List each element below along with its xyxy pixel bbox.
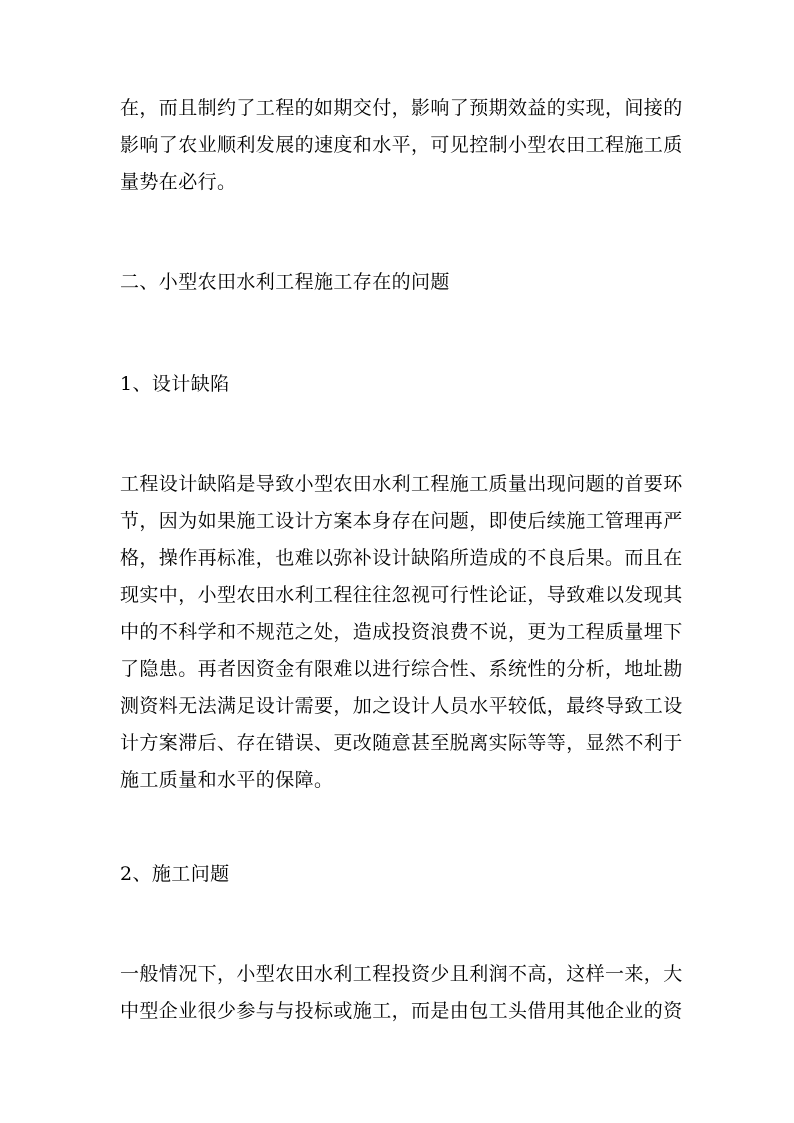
paragraph-line: 中型企业很少参与与投标或施工，而是由包工头借用其他企业的资	[120, 1000, 683, 1022]
paragraph-line: 一般情况下，小型农田水利工程投资少且利润不高，这样一来，大	[120, 963, 683, 985]
paragraph-line: 中的不科学和不规范之处，造成投资浪费不说，更为工程质量埋下	[120, 621, 683, 643]
paragraph-line: 节，因为如果施工设计方案本身存在问题，即使后续施工管理再严	[120, 510, 683, 532]
paragraph-line: 在，而且制约了工程的如期交付，影响了预期效益的实现，间接的	[120, 97, 683, 119]
paragraph-line: 了隐患。再者因资金有限难以进行综合性、系统性的分析，地址勘	[120, 658, 683, 680]
paragraph-line: 现实中，小型农田水利工程往往忽视可行性论证，导致难以发现其	[120, 584, 683, 606]
paragraph-line: 施工质量和水平的保障。	[120, 769, 334, 791]
paragraph-construction-issues	[120, 956, 683, 1030]
subsection-heading-design-defects: 1、设计缺陷	[120, 373, 230, 395]
section-heading: 二、小型农田水利工程施工存在的问题	[120, 271, 450, 293]
paragraph-design-defects	[120, 466, 683, 799]
paragraph-line: 测资料无法满足设计需要，加之设计人员水平较低，最终导致工设	[120, 695, 683, 717]
paragraph-line: 格，操作再标准，也难以弥补设计缺陷所造成的不良后果。而且在	[120, 547, 683, 569]
paragraph-intro	[120, 90, 683, 201]
paragraph-line: 计方案滞后、存在错误、更改随意甚至脱离实际等等，显然不利于	[120, 732, 683, 754]
subsection-heading-construction-issues: 2、施工问题	[120, 863, 230, 885]
paragraph-line: 影响了农业顺利发展的速度和水平，可见控制小型农田工程施工质	[120, 134, 683, 156]
paragraph-line: 量势在必行。	[120, 171, 237, 193]
paragraph-line: 工程设计缺陷是导致小型农田水利工程施工质量出现问题的首要环	[120, 473, 683, 495]
